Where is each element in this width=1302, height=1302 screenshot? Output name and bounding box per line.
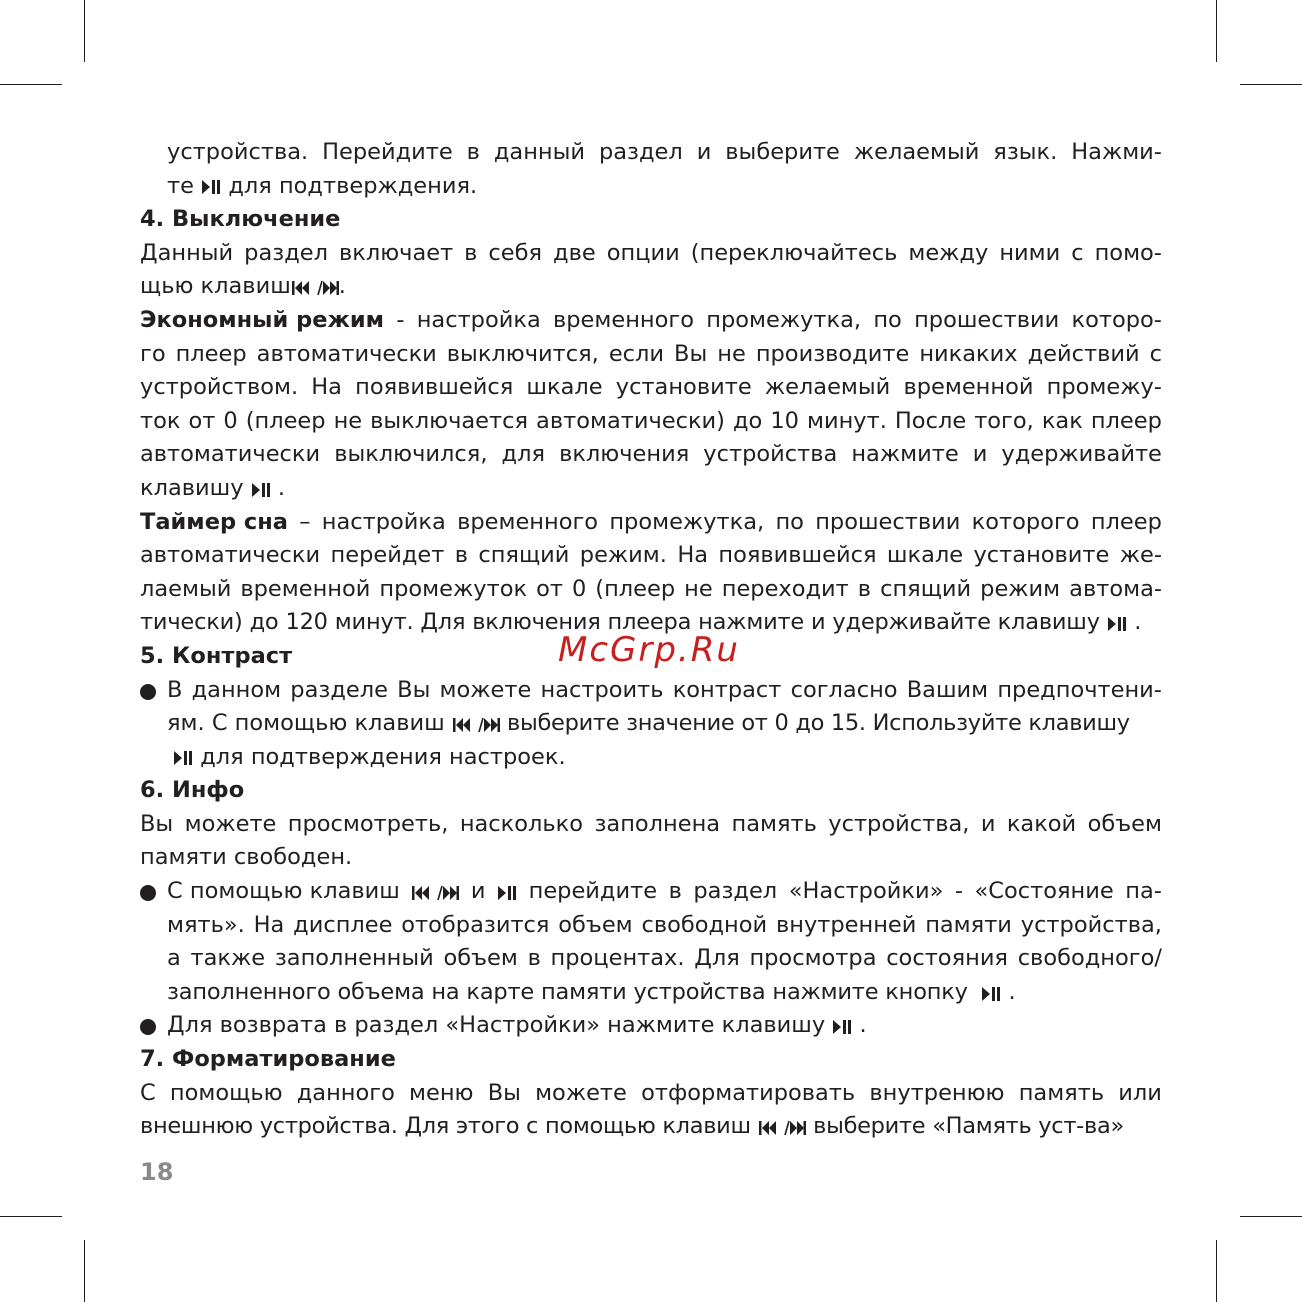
word: раздел — [693, 878, 778, 905]
word: С — [140, 1079, 156, 1106]
text-line — [140, 472, 1162, 506]
word: с — [1149, 340, 1162, 367]
play-pause-icon — [173, 741, 193, 775]
word: появившейся — [355, 374, 514, 401]
word: па- — [1125, 878, 1162, 905]
prev-next-icon — [452, 707, 500, 741]
word: устройства — [703, 441, 838, 468]
text-line — [140, 808, 1162, 842]
word: плеер — [1090, 407, 1162, 434]
text-line — [167, 1009, 1162, 1043]
text-line — [140, 1077, 1162, 1111]
word: устройства, — [828, 810, 970, 837]
word: временной — [903, 374, 1034, 401]
word: в — [668, 878, 682, 905]
text-fragment: . — [1008, 978, 1016, 1005]
section-heading: 6. Инфо — [140, 777, 245, 804]
word: прошествии — [914, 306, 1060, 333]
section-heading: 7. Форматирование — [140, 1046, 396, 1073]
crop-mark — [84, 0, 85, 62]
word: которого — [971, 508, 1080, 535]
word: плеер — [1090, 508, 1162, 535]
word: спящий — [880, 575, 972, 602]
word: промежуток — [379, 575, 528, 602]
section-heading: 5. Контраст — [140, 642, 293, 669]
bullet-dot — [140, 885, 156, 901]
bullet-dot — [140, 1019, 156, 1035]
word: режим — [980, 575, 1061, 602]
word: выберите — [725, 139, 840, 165]
text-line — [140, 338, 1162, 372]
word: для — [501, 441, 546, 468]
word: объем — [443, 945, 518, 972]
word: настройка — [321, 508, 446, 535]
word: свободной — [641, 911, 768, 938]
word: просмотреть, — [287, 810, 449, 837]
word: удерживайте — [1001, 441, 1162, 468]
word: объем — [558, 911, 633, 938]
text-fragment: для подтверждения настроек. — [200, 743, 566, 770]
text-fragment: внешнюю устройства. Для этого с помощью клавиш — [140, 1113, 751, 1140]
word: устройством. — [140, 374, 299, 401]
word: автоматически — [140, 542, 321, 569]
prev-next-icon — [758, 1110, 806, 1144]
word: также — [190, 945, 266, 972]
word: можете — [535, 1079, 627, 1106]
word: того, — [974, 407, 1034, 434]
text-line — [140, 270, 1162, 304]
word: не — [717, 340, 746, 367]
word: с — [1071, 239, 1084, 266]
word: Перейдите — [322, 139, 453, 165]
word: контраст — [672, 676, 782, 703]
text-fragment: . — [338, 273, 346, 300]
word: какой — [1006, 810, 1077, 837]
word: «Состояние — [974, 878, 1114, 905]
text-fragment: . — [277, 474, 286, 501]
word: согласно — [790, 676, 898, 703]
word: которо- — [1071, 306, 1162, 333]
word: нажмите — [851, 441, 959, 468]
word: в — [464, 239, 478, 266]
word: спящий — [478, 542, 570, 569]
word: не — [333, 407, 363, 434]
word: памяти — [925, 911, 1012, 938]
crop-mark — [0, 84, 62, 85]
word: помо- — [1094, 239, 1162, 266]
text-line — [167, 942, 1162, 976]
word: - — [954, 878, 963, 905]
word: данного — [296, 1079, 395, 1106]
list-item — [140, 1009, 1162, 1043]
word: 0 — [223, 407, 238, 434]
word: установите — [973, 542, 1110, 569]
text-line — [173, 741, 1162, 775]
word: и — [696, 139, 712, 165]
word: как — [1041, 407, 1083, 434]
word: временного — [457, 508, 599, 535]
word: заполнена — [594, 810, 721, 837]
word: опции — [606, 239, 680, 266]
word: настройка — [416, 306, 541, 333]
word: заполненный — [274, 945, 434, 972]
word: язык. — [993, 139, 1058, 165]
play-pause-icon — [497, 875, 517, 909]
text-fragment: . — [1134, 609, 1142, 636]
crop-mark — [1240, 84, 1302, 85]
word: выключится, — [446, 340, 599, 367]
word: память — [1018, 1079, 1105, 1106]
word: плеер — [175, 340, 247, 367]
play-pause-icon — [832, 1009, 852, 1043]
word: Вашим — [906, 676, 989, 703]
word: две — [553, 239, 596, 266]
word: себя — [488, 239, 543, 266]
text-line — [140, 539, 1162, 573]
word: же- — [1119, 542, 1162, 569]
text-fragment: ям. С помощью клавиш — [167, 710, 445, 737]
word: объем — [1087, 810, 1162, 837]
list-item — [140, 674, 1162, 775]
word: помощью — [169, 1079, 283, 1106]
word: устройства. — [167, 139, 309, 165]
word: свободного/ — [1017, 945, 1162, 972]
word: данном — [191, 676, 282, 703]
word: состояния — [886, 945, 1008, 972]
crop-mark — [0, 1216, 62, 1217]
word: можете — [439, 676, 532, 703]
text-line — [167, 136, 1162, 170]
word: перейдет — [330, 542, 445, 569]
word: го — [140, 340, 166, 367]
word: На — [253, 911, 285, 938]
word: выключился, — [334, 441, 488, 468]
term-economy-mode: Экономный режим — [140, 306, 385, 333]
word: временной — [240, 575, 371, 602]
word: дисплее — [293, 911, 393, 938]
text-line — [167, 875, 1162, 909]
word: или — [1118, 1079, 1162, 1106]
bullet-dot — [140, 684, 156, 700]
word: После — [894, 407, 967, 434]
page-number: 18 — [140, 1158, 174, 1186]
watermark: McGrp.Ru — [558, 630, 740, 670]
play-pause-icon — [1107, 606, 1127, 640]
word: в — [466, 139, 480, 165]
word: включает — [338, 239, 454, 266]
word: данный — [493, 139, 586, 165]
text-fragment: памяти свободен. — [140, 844, 353, 871]
word: ними — [999, 239, 1061, 266]
word: по — [873, 306, 902, 333]
word: включения — [559, 441, 690, 468]
crop-mark — [1240, 1216, 1302, 1217]
word: Вы — [397, 676, 431, 703]
text-line — [140, 506, 1162, 540]
text-fragment: Для возврата в раздел «Настройки» нажмите клавишу — [167, 1012, 826, 1039]
word: раздел — [244, 239, 328, 266]
word: внутренней — [775, 911, 917, 938]
word: и — [980, 810, 996, 837]
word: память — [731, 810, 817, 837]
text-line — [140, 1110, 1162, 1144]
word: мять». — [167, 911, 245, 938]
text-line — [167, 909, 1162, 943]
word: В — [167, 676, 183, 703]
text-fragment: те — [167, 172, 194, 199]
word: шкале — [886, 542, 964, 569]
word: если — [608, 340, 665, 367]
section-heading: 4. Выключение — [140, 206, 341, 233]
prev-next-icon — [291, 270, 339, 304]
text-fragment: С помощью клавиш — [167, 878, 400, 905]
word: (плеер — [595, 575, 676, 602]
text-line — [140, 573, 1162, 607]
word: в — [454, 542, 468, 569]
word: 10 — [770, 407, 799, 434]
word: в — [857, 575, 872, 602]
word: автома- — [1069, 575, 1162, 602]
text-fragment: и — [470, 878, 486, 905]
text-line — [167, 674, 1162, 708]
word: отформатировать — [641, 1079, 856, 1106]
play-pause-icon — [201, 170, 221, 204]
word: просмотра — [749, 945, 877, 972]
word: переходит — [721, 575, 849, 602]
word: автоматически) — [536, 407, 725, 434]
word: а — [167, 945, 181, 972]
word: от — [536, 575, 563, 602]
text-line — [140, 371, 1162, 405]
word: в — [527, 945, 541, 972]
word: На — [311, 374, 342, 401]
play-pause-icon — [251, 472, 271, 506]
word: «Настройки» — [788, 878, 944, 905]
word: лаемый — [140, 575, 232, 602]
word: действий — [1027, 340, 1140, 367]
crop-mark — [84, 1240, 85, 1302]
word: желаемый — [764, 374, 891, 401]
play-pause-icon — [981, 976, 1001, 1010]
word: автоматически — [140, 441, 321, 468]
text-line — [140, 438, 1162, 472]
word: и — [972, 441, 988, 468]
word: настроить — [540, 676, 664, 703]
word: от — [188, 407, 216, 434]
word: насколько — [459, 810, 584, 837]
word: минут. — [806, 407, 887, 434]
word: предпочтени- — [997, 676, 1162, 703]
word: желаемый — [853, 139, 980, 165]
word: Вы — [140, 810, 174, 837]
word: ток — [140, 407, 181, 434]
text-fragment: выберите «Память уст-ва» — [813, 1113, 1124, 1140]
word: процентах. — [550, 945, 685, 972]
word: автоматически — [256, 340, 437, 367]
word: меню — [409, 1079, 474, 1106]
text-fragment: . — [859, 1012, 867, 1039]
word: Для — [694, 945, 740, 972]
word: между — [908, 239, 989, 266]
word: перейдите — [528, 878, 658, 905]
word: Нажми- — [1071, 139, 1162, 165]
word: 0 — [571, 575, 587, 602]
word: промежутка, — [706, 306, 862, 333]
word: - — [396, 306, 405, 333]
word: выключается — [370, 407, 529, 434]
word: промежутка, — [609, 508, 765, 535]
word: промежу- — [1046, 374, 1162, 401]
text-line — [167, 170, 1162, 204]
word: Данный — [140, 239, 234, 266]
word: появившейся — [718, 542, 877, 569]
text-line — [140, 237, 1162, 271]
word: прошествии — [815, 508, 961, 535]
text-line — [167, 707, 1162, 741]
word: можете — [184, 810, 277, 837]
word: устройства, — [1020, 911, 1162, 938]
word: никаких — [919, 340, 1018, 367]
word: установите — [615, 374, 752, 401]
crop-mark — [1216, 0, 1217, 62]
word: режим. — [579, 542, 667, 569]
word: не — [684, 575, 713, 602]
word: отобразится — [401, 911, 550, 938]
text-fragment: щью клавиш — [140, 273, 291, 300]
word: временного — [553, 306, 694, 333]
word: Вы — [674, 340, 708, 367]
text-fragment: для подтверждения. — [228, 172, 478, 199]
crop-mark — [1216, 1240, 1217, 1302]
text-fragment: клавишу — [140, 474, 244, 501]
text-line — [140, 841, 1162, 875]
word: Вы — [487, 1079, 521, 1106]
text-line — [140, 304, 1162, 338]
word: шкале — [526, 374, 603, 401]
word: (переключайтесь — [690, 239, 898, 266]
word: – — [299, 508, 311, 535]
term-sleep-timer: Таймер сна — [140, 508, 288, 535]
text-line — [167, 976, 1162, 1010]
prev-next-icon — [411, 875, 459, 909]
word: по — [775, 508, 804, 535]
word: производите — [755, 340, 910, 367]
list-item — [140, 875, 1162, 1009]
text-fragment: выберите значение от 0 до 15. Используйте клавишу — [507, 710, 1130, 737]
word: раздел — [598, 139, 683, 165]
text-fragment: тически) до 120 минут. Для включения плеера нажмите и удерживайте клавишу — [140, 609, 1100, 636]
word: внутренюю — [869, 1079, 1005, 1106]
text-fragment: заполненного объема на карте памяти устройства нажмите кнопку — [167, 978, 968, 1005]
word: разделе — [290, 676, 388, 703]
word: (плеер — [245, 407, 326, 434]
word: до — [732, 407, 763, 434]
text-line — [140, 405, 1162, 439]
word: На — [677, 542, 709, 569]
